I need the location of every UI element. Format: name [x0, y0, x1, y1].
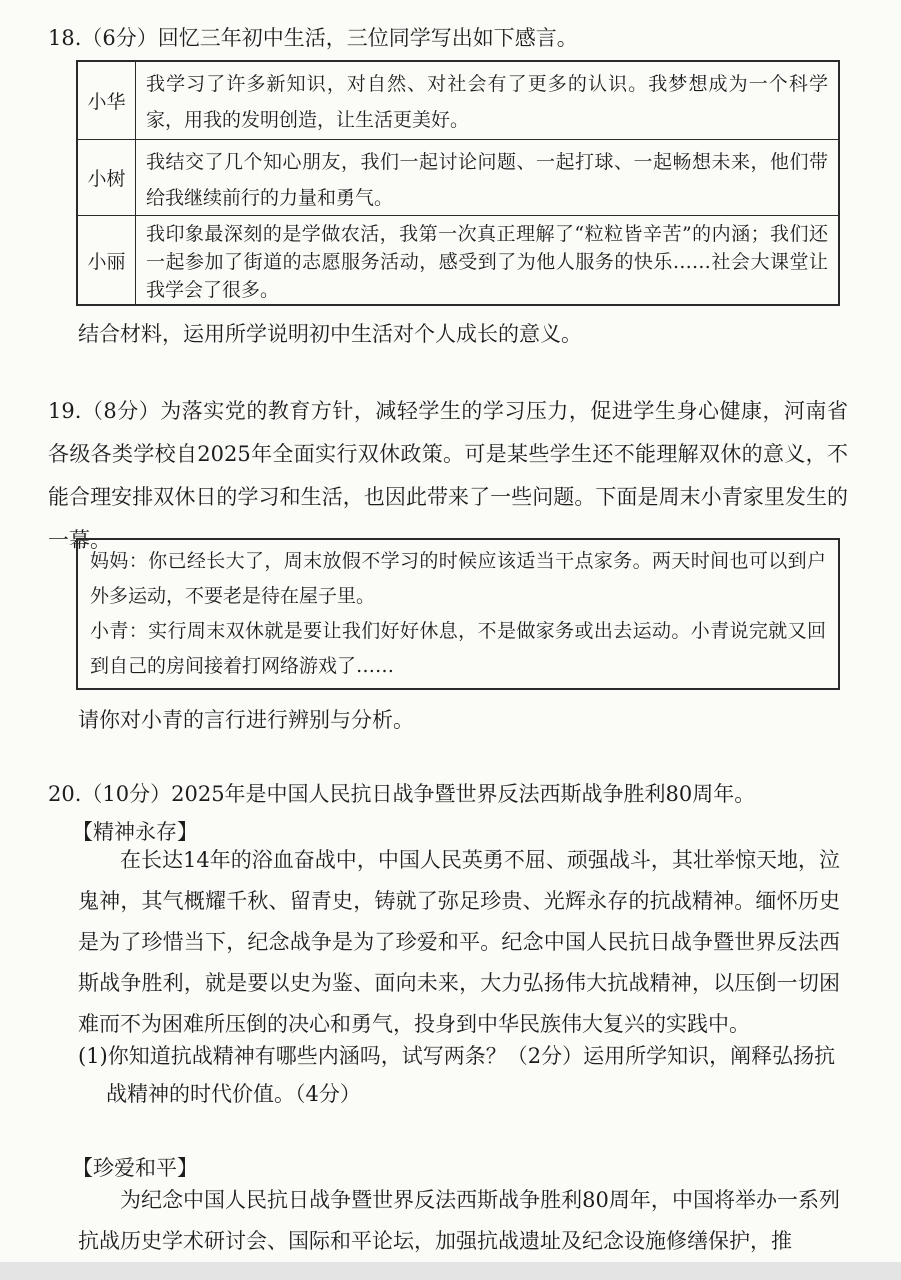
- q18-row-name: 小丽: [78, 216, 136, 304]
- page-edge-strip: [0, 1262, 901, 1280]
- q19-dialogue-box: [76, 538, 840, 690]
- q19-question: 请你对小青的言行进行辨别与分析。: [78, 708, 414, 732]
- q20-title: 20.（10分）2025年是中国人民抗日战争暨世界反法西斯战争胜利80周年。: [48, 782, 756, 806]
- q20-sub1-line2: 战精神的时代价值。（4分）: [106, 1082, 361, 1106]
- q20-section1-heading: 【精神永存】: [72, 820, 198, 844]
- q20-sub1-line1: (1)你知道抗战精神有哪些内涵吗，试写两条？（2分）运用所学知识，阐释弘扬抗: [78, 1044, 836, 1068]
- table-row: [78, 62, 838, 140]
- q20-section1-text: 在长达14年的浴血奋战中，中国人民英勇不屈、顽强战斗，其壮举惊天地，泣鬼神，其气概耀千秋、留青史，铸就了弥足珍贵、光辉永存的抗战精神。缅怀历史是为了珍惜当下，纪念战争是为了珍爱和平。纪念中国人民抗日战争暨世界反法西斯战争胜利，就是要以史为鉴、面向未来，大力弘扬伟大抗战精神，以压倒一切困难而不为困难所压倒的决心和勇气，投身到中华民族伟大复兴的实践中。: [78, 848, 840, 1036]
- q20-section2-heading: 【珍爱和平】: [72, 1156, 198, 1180]
- q18-title: 18.（6分）回忆三年初中生活，三位同学写出如下感言。: [48, 26, 578, 50]
- q18-table: [76, 60, 840, 306]
- q20-section2-text: 为纪念中国人民抗日战争暨世界反法西斯战争胜利80周年，中国将举办一系列抗战历史学术研讨会、国际和平论坛，加强抗战遗址及纪念设施修缮保护，推: [78, 1188, 840, 1253]
- q19-intro: 19.（8分）为落实党的教育方针，减轻学生的学习压力，促进学生身心健康，河南省各级各类学校自2025年全面实行双休政策。可是某些学生还不能理解双休的意义，不能合理安排双休日的学习和生活，也因此带来了一些问题。下面是周末小青家里发生的一幕。: [48, 399, 848, 552]
- q18-row-text: 我结交了几个知心朋友，我们一起讨论问题、一起打球、一起畅想未来，他们带给我继续前行的力量和勇气。: [146, 151, 828, 209]
- q18-row-text: 我学习了许多新知识，对自然、对社会有了更多的认识。我梦想成为一个科学家，用我的发明创造，让生活更美好。: [146, 73, 828, 131]
- table-row: [78, 216, 838, 304]
- q18-row-name: 小树: [78, 140, 136, 215]
- table-row: [78, 140, 838, 216]
- q18-row-name: 小华: [78, 62, 136, 139]
- q19-mom-line: 妈妈：你已经长大了，周末放假不学习的时候应该适当干点家务。两天时间也可以到户外多运动，不要老是待在屋子里。: [90, 550, 826, 607]
- q18-row-text: 我印象最深刻的是学做农活，我第一次真正理解了“粒粒皆辛苦”的内涵；我们还一起参加了街道的志愿服务活动，感受到了为他人服务的快乐……社会大课堂让我学会了很多。: [146, 223, 828, 301]
- q19-qing-line: 小青：实行周末双休就是要让我们好好休息，不是做家务或出去运动。小青说完就又回到自己的房间接着打网络游戏了……: [90, 620, 826, 677]
- q18-question: 结合材料，运用所学说明初中生活对个人成长的意义。: [78, 322, 582, 346]
